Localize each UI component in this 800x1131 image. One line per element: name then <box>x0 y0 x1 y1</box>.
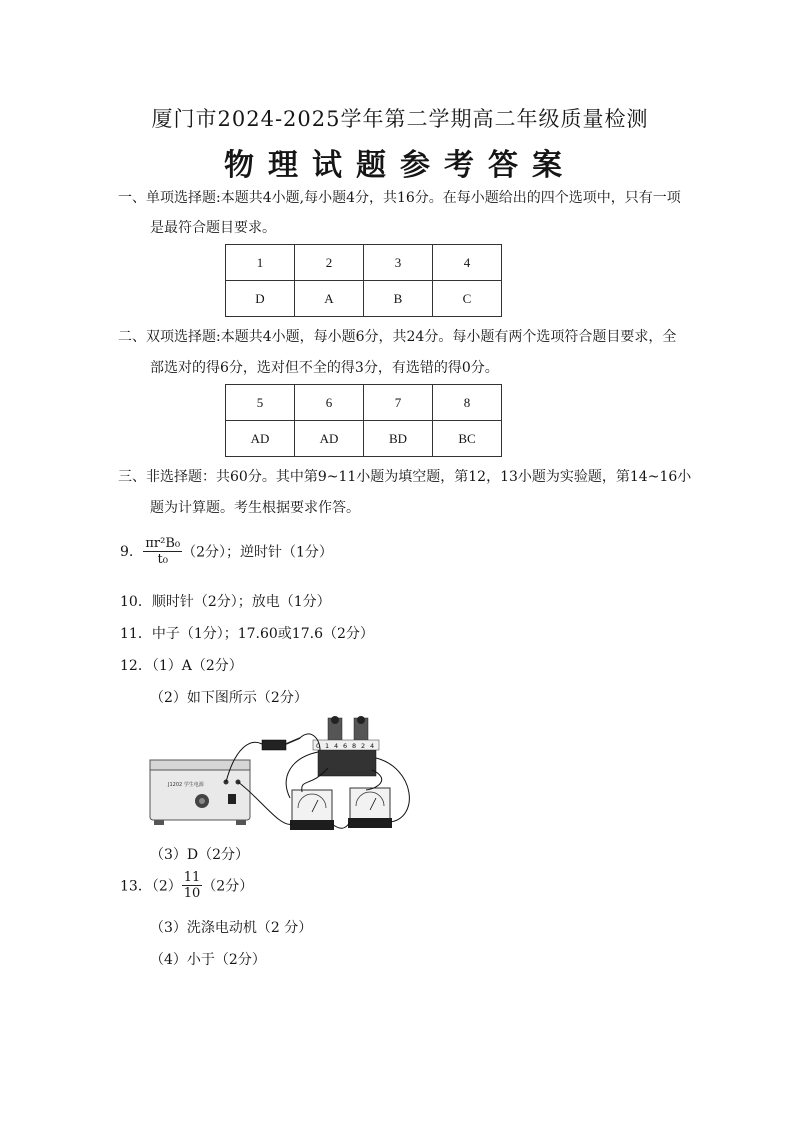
section1-instructions-line1: 一、单项选择题:本题共4小题,每小题4分，共16分。在每小题给出的四个选项中，只有一项 <box>118 190 681 206</box>
question-number-cell: 6 <box>295 385 364 421</box>
answer-key-title: 物理试题参考答案 <box>224 148 576 183</box>
answer-cell: A <box>295 281 364 317</box>
answer-cell: AD <box>226 421 295 457</box>
meter-right <box>348 788 392 828</box>
answer-cell: BD <box>364 421 433 457</box>
question-number-cell: 4 <box>433 245 502 281</box>
circuit-diagram-figure <box>140 708 425 838</box>
section1-instructions-line2: 是最符合题目要求。 <box>150 220 276 236</box>
question-number-cell: 2 <box>295 245 364 281</box>
question-number-cell: 1 <box>226 245 295 281</box>
dial-digit: 8 <box>352 742 357 750</box>
q13-numerator: 11 <box>183 870 201 885</box>
q9-fraction <box>143 536 182 567</box>
section1-answer-table <box>225 244 502 317</box>
answer-cell: AD <box>295 421 364 457</box>
section3-instructions-line2: 题为计算题。考生根据要求作答。 <box>150 500 360 516</box>
table-row <box>226 245 502 281</box>
q12-part1: （1）A（2分） <box>151 658 243 674</box>
q9-numerator: πr²B₀ <box>145 536 181 551</box>
q13-fraction <box>182 870 203 901</box>
answer-cell: BC <box>433 421 502 457</box>
question-number-cell: 5 <box>226 385 295 421</box>
answer-q10: 10．顺时针（2分）；放电（1分） <box>120 594 331 610</box>
supply-switch <box>228 794 236 804</box>
dial-digit: 1 <box>325 742 330 750</box>
answer-q9 <box>120 536 333 567</box>
exam-title: 厦门市2024-2025学年第二学期高二年级质量检测 <box>151 107 649 131</box>
q9-denominator: t₀ <box>157 552 168 567</box>
answer-cell: C <box>433 281 502 317</box>
table-row <box>226 421 502 457</box>
variable-resistor <box>313 716 379 776</box>
q13-part3: （3）洗涤电动机（2 分） <box>150 920 313 936</box>
supply-label: J1202 学生电源 <box>168 782 204 788</box>
q13-part4: （4）小于（2分） <box>150 952 266 968</box>
question-number-cell: 3 <box>364 245 433 281</box>
q9-label: 9. <box>120 543 134 560</box>
q13-label: 13． <box>120 878 152 895</box>
dial-digit: 6 <box>343 742 348 750</box>
section3-instructions-line1: 三、非选择题：共60分。其中第9~11小题为填空题，第12，13小题为实验题，第14~16小 <box>118 469 692 485</box>
question-number-cell: 7 <box>364 385 433 421</box>
answer-q13 <box>120 870 253 901</box>
question-number-cell: 8 <box>433 385 502 421</box>
dial-digit: 4 <box>334 742 339 750</box>
switch <box>262 738 300 750</box>
table-row <box>226 281 502 317</box>
answer-q11: 11．中子（1分）；17.60或17.6（2分） <box>120 626 374 642</box>
section2-answer-table <box>225 384 502 457</box>
answer-q12 <box>120 656 243 676</box>
q12-part2: （2）如下图所示（2分） <box>150 690 308 706</box>
dial-digit: 2 <box>361 742 366 750</box>
section2-instructions-line2: 部选对的得6分，选对但不全的得3分，有选错的得0分。 <box>150 360 499 376</box>
power-supply <box>150 760 250 825</box>
q12-label: 12． <box>120 658 152 674</box>
meter-left <box>290 790 334 830</box>
q13-part2-rest: （2分） <box>202 878 254 895</box>
q12-part3: （3）D（2分） <box>150 847 250 863</box>
q9-rest: （2分）；逆时针（1分） <box>182 544 333 561</box>
q13-denominator: 10 <box>183 886 201 901</box>
dial-digit: 0 <box>316 742 321 750</box>
dial-digit: 4 <box>370 742 375 750</box>
answer-cell: D <box>226 281 295 317</box>
section2-instructions-line1: 二、双项选择题:本题共4小题，每小题6分，共24分。每小题有两个选项符合题目要求，全 <box>118 329 677 345</box>
q13-part2-prefix: （2） <box>151 878 182 895</box>
answer-cell: B <box>364 281 433 317</box>
table-row <box>226 385 502 421</box>
